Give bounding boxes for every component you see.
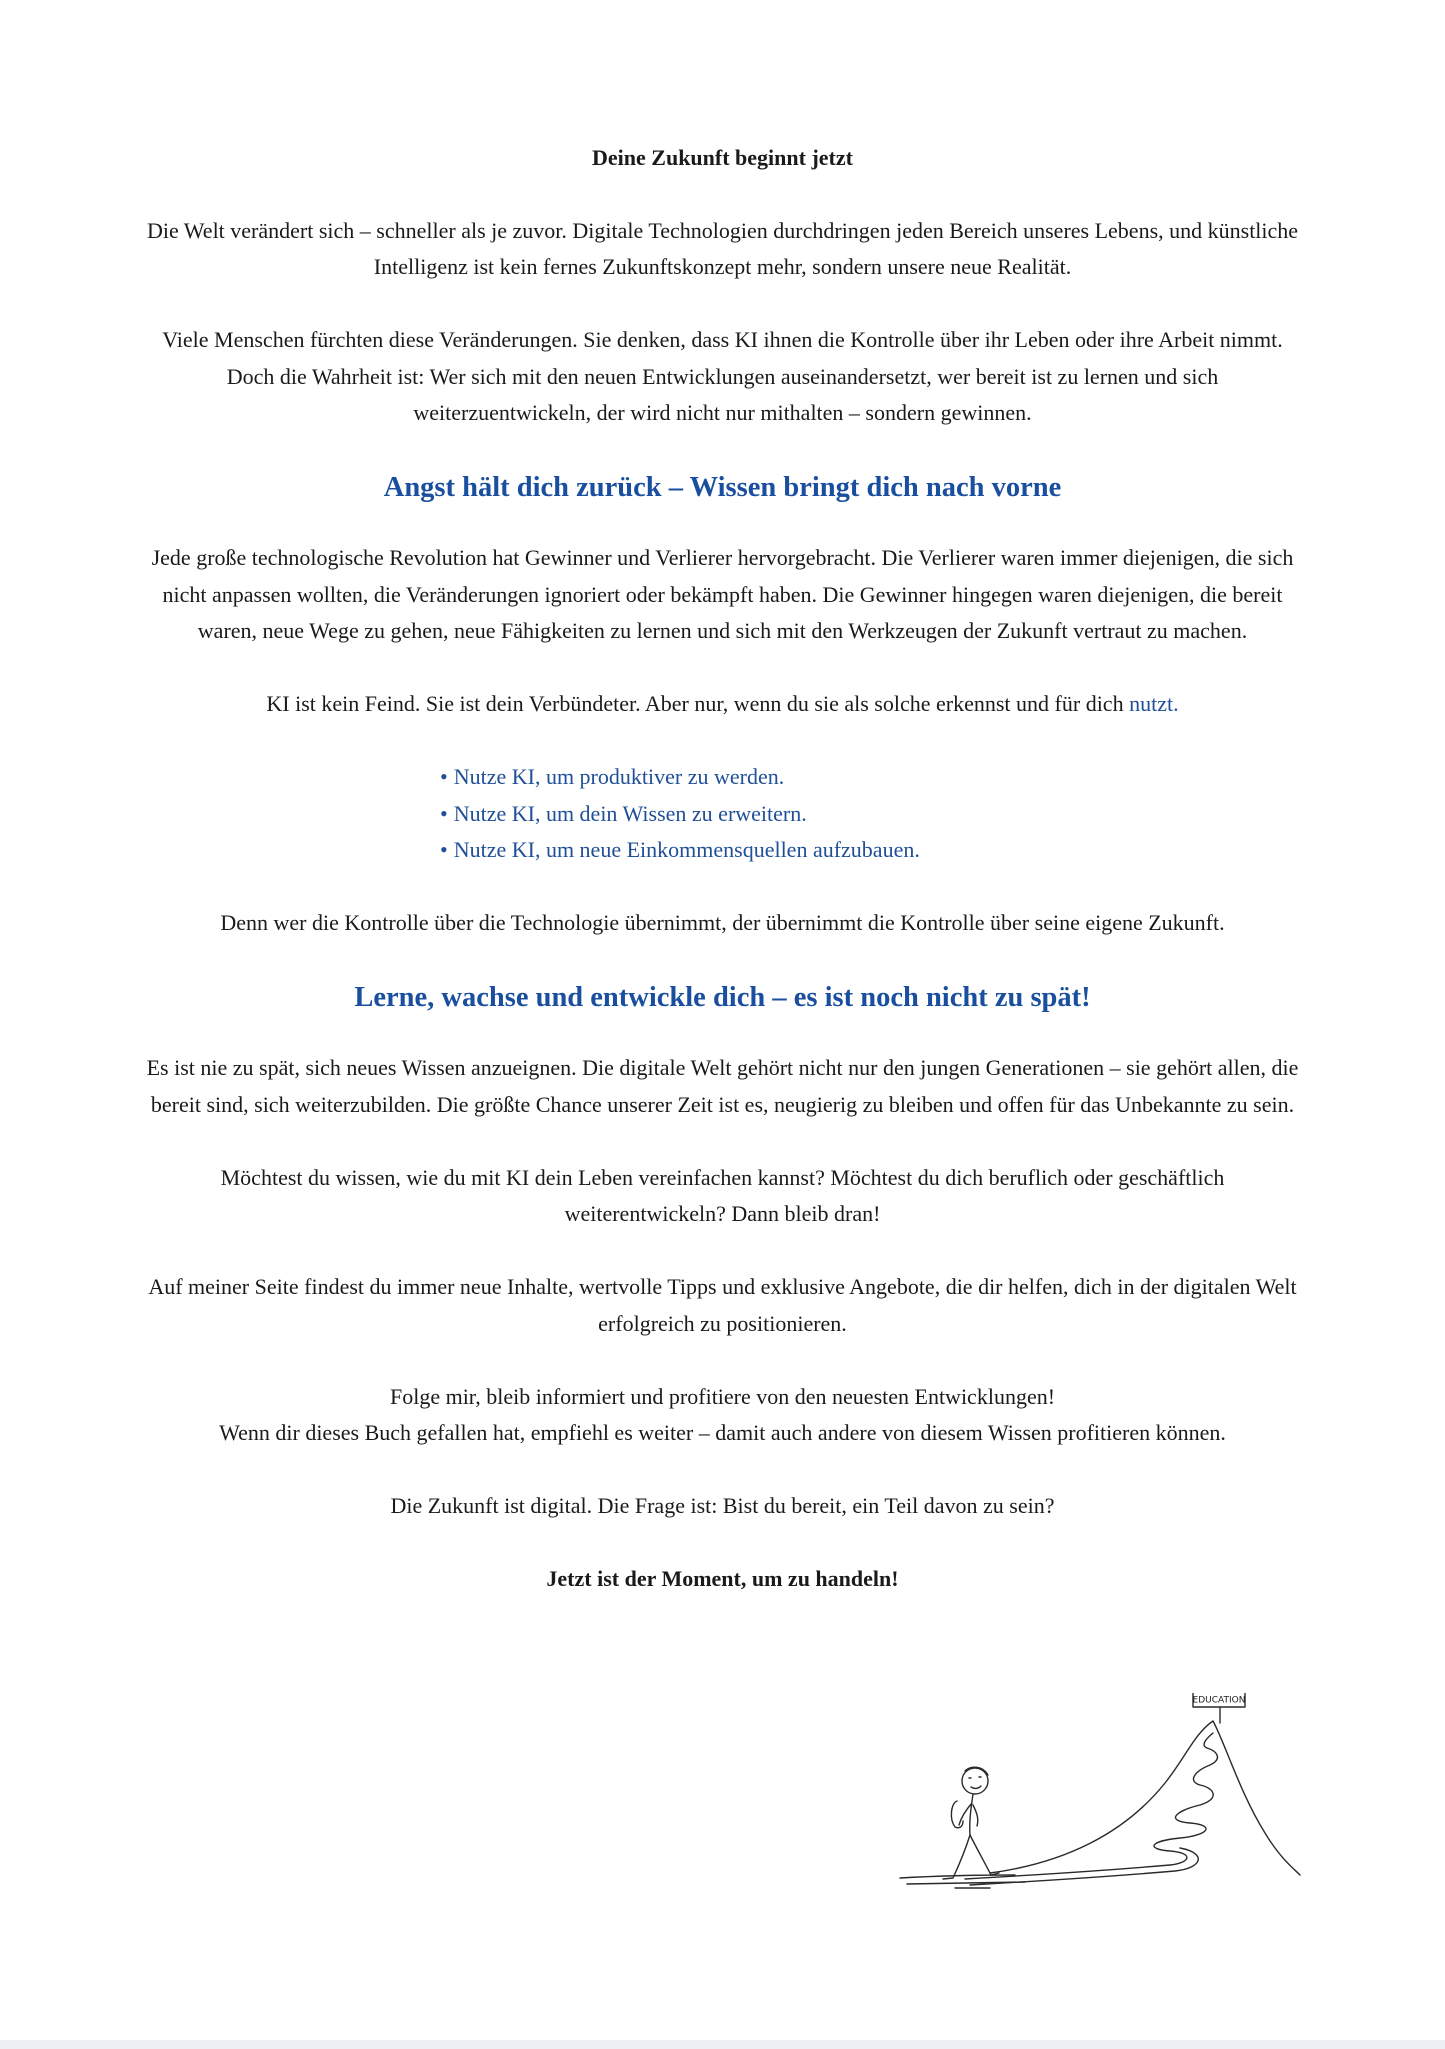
intro-paragraph-2: Viele Menschen fürchten diese Veränderungen. Sie denken, dass KI ihnen die Kontrolle über ihr Leben oder ihre Arbeit nimmt. Doch die Wahrheit ist: Wer sich mit den neuen Entwicklungen auseinandersetzt, wer bereit ist zu lernen und sich weiterzuentwickeln, der wird nicht nur mithalten – sondern gewinnen. (162, 327, 1283, 425)
signpost-label: EDUCATION (1192, 1695, 1246, 1706)
section2-paragraph-3: Auf meiner Seite findest du immer neue Inhalte, wertvolle Tipps und exklusive Angebote, die dir helfen, dich in der digitalen Welt erfolgreich zu positionieren. (148, 1274, 1297, 1336)
figure-legs (943, 1835, 970, 1879)
list-item (440, 796, 1305, 833)
figure-body (970, 1794, 973, 1835)
section2-paragraph-4 (140, 1379, 1305, 1452)
section1-paragraph-2 (140, 686, 1305, 723)
closing-statement: Jetzt ist der Moment, um zu handeln! (546, 1566, 899, 1591)
section2-paragraph-4-line1: Folge mir, bleib informiert und profitiere von den neuesten Entwicklungen! (389, 1383, 1056, 1409)
mountain-outline (990, 1721, 1300, 1875)
list-item-text: Nutze KI, um produktiver zu werden. (453, 764, 785, 789)
list-item-text: Nutze KI, um neue Einkommensquellen aufzubauen. (453, 837, 920, 862)
section-heading-learn-grow: Lerne, wachse und entwickle dich – es ist noch nicht zu spät! (354, 982, 1091, 1013)
winding-path (965, 1733, 1217, 1879)
bullet-mark: • (440, 837, 448, 862)
section1-paragraph-1: Jede große technologische Revolution hat Gewinner und Verlierer hervorgebracht. Die Verlierer waren immer diejenigen, die sich nicht anpassen wollten, die Veränderungen ignoriert oder bekämpft haben. Die Gewinner hingegen waren diejenigen, die bereit waren, neue Wege zu gehen, neue Fähigkeiten zu lernen und sich mit den Werkzeugen der Zukunft vertraut zu machen. (151, 545, 1294, 643)
section2-paragraph-5: Die Zukunft ist digital. Die Frage ist: Bist du bereit, ein Teil davon zu sein? (390, 1493, 1055, 1518)
list-item (440, 759, 1305, 796)
bullet-mark: • (440, 764, 448, 789)
section2-paragraph-4-line2: Wenn dir dieses Buch gefallen hat, empfiehl es weiter – damit auch andere von diesem Wissen profitieren können. (219, 1420, 1226, 1445)
figure-head (962, 1768, 988, 1794)
list-item (440, 832, 1305, 869)
page-bottom-edge (0, 2040, 1445, 2049)
section2-paragraph-2: Möchtest du wissen, wie du mit KI dein Leben vereinfachen kannst? Möchtest du dich beruflich oder geschäftlich weiterentwickeln? Dann bleib dran! (220, 1164, 1225, 1226)
list-item-text: Nutze KI, um dein Wissen zu erweitern. (453, 800, 807, 826)
bullet-mark: • (440, 800, 448, 826)
section-heading-fear-knowledge: Angst hält dich zurück – Wissen bringt dich nach vorne (383, 472, 1062, 503)
stick-figure-mountain-illustration (895, 1693, 1305, 1905)
section1-paragraph-2-accent: nutzt. (1129, 691, 1179, 716)
intro-paragraph-1: Die Welt verändert sich – schneller als je zuvor. Digitale Technologien durchdringen jeden Bereich unseres Lebens, und künstliche Intelligenz ist kein fernes Zukunftskonzept mehr, sondern unsere neue Realität. (146, 217, 1299, 279)
section1-paragraph-2-text: KI ist kein Feind. Sie ist dein Verbündeter. Aber nur, wenn du sie als solche erkennst und für dich (266, 691, 1130, 716)
document-content (140, 140, 1305, 1598)
bullet-list (440, 759, 1305, 869)
page-title: Deine Zukunft beginnt jetzt (592, 145, 853, 170)
figure-backpack (951, 1801, 963, 1828)
section2-paragraph-1: Es ist nie zu spät, sich neues Wissen anzueignen. Die digitale Welt gehört nicht nur den jungen Generationen – sie gehört allen, die bereit sind, sich weiterzubilden. Die größte Chance unserer Zeit ist es, neugierig zu bleiben und offen für das Unbekannte zu sein. (146, 1055, 1299, 1117)
section1-paragraph-3: Denn wer die Kontrolle über die Technologie übernimmt, der übernimmt die Kontrolle über seine eigene Zukunft. (220, 910, 1225, 935)
